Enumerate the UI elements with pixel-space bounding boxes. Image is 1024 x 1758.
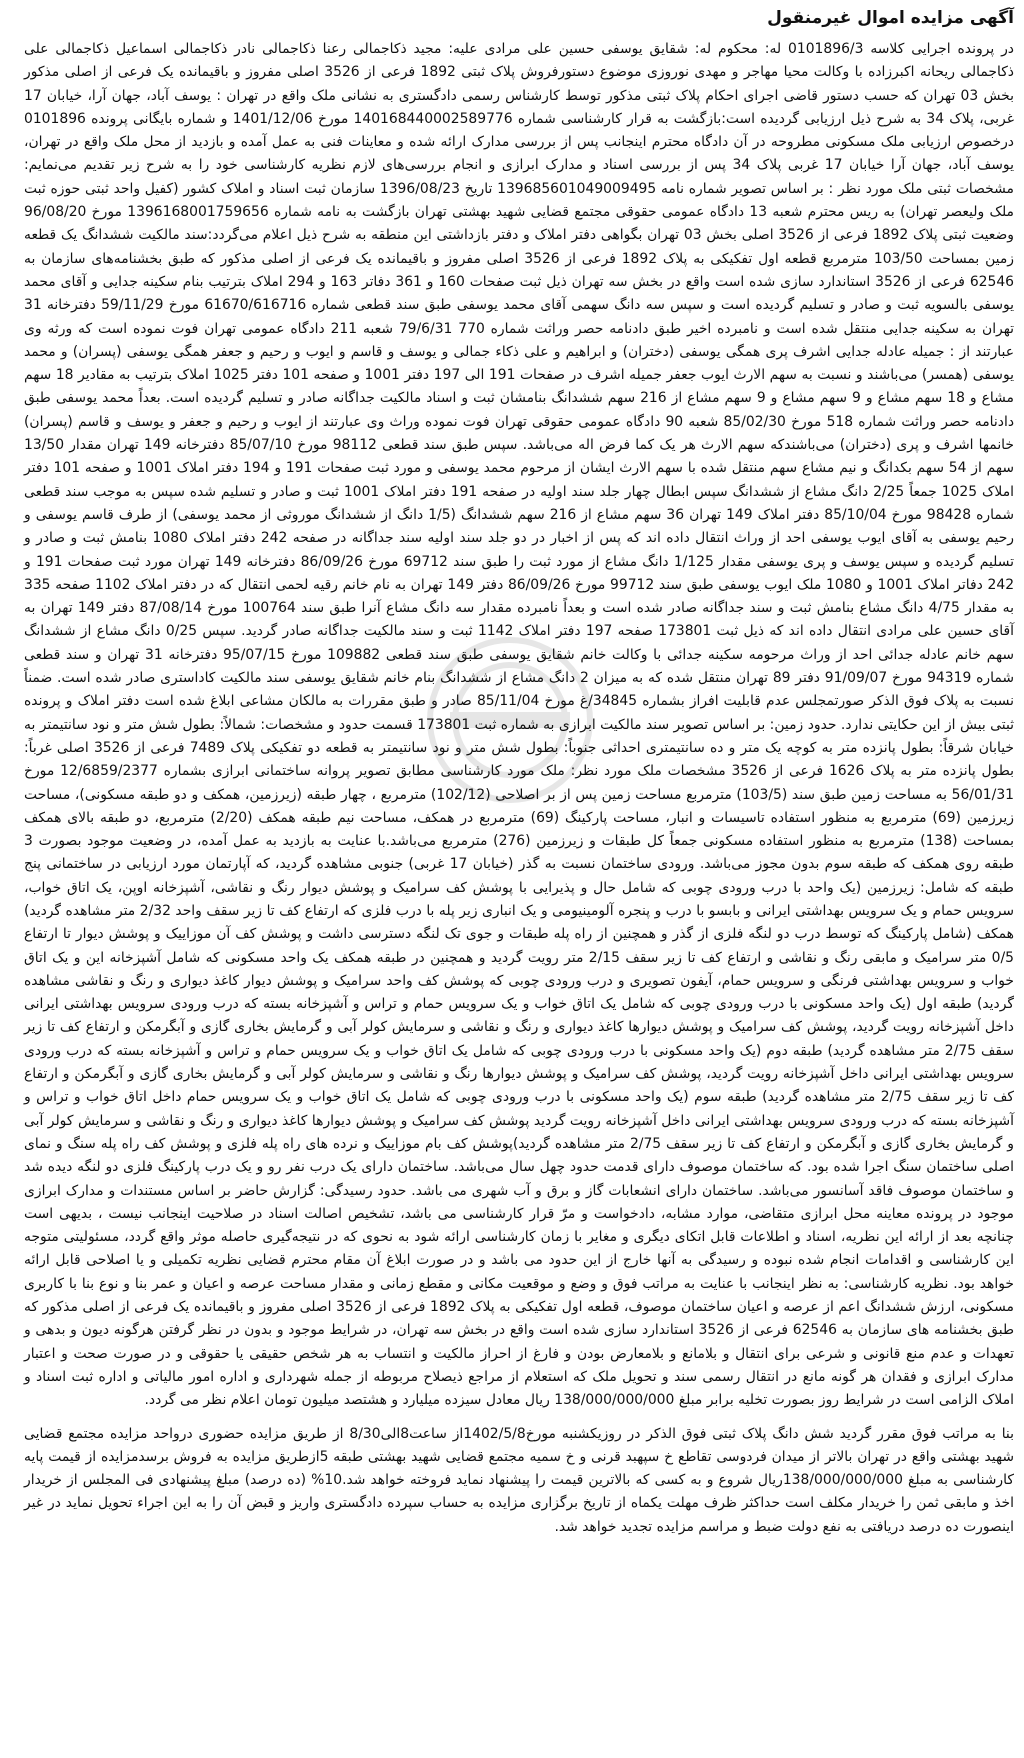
notice-title: آگهی مزایده اموال غیرمنقول bbox=[767, 8, 1014, 28]
auction-notice bbox=[24, 6, 1014, 1539]
notice-body-paragraph: در پرونده اجرایی کلاسه 0101896/3 له: محکوم له: شقایق یوسفی حسین علی مرادی علیه: مجید ذکاجمالی رعنا ذکاجمالی نادر ذکاجمالی اسماعیل ذکاجمالی علی ذکاجمالی ریحانه اکبرزاده با وکالت محیا مهاجر و مهدی نوروزی موضوع دستورفروش پلاک ثبتی 1892 فرعی از 3526 اصلی مفروز و باقیمانده یک فرعی از اصلی مذکور بخش 03 تهران که حسب دستور قاضی اجرای احکام پلاک ثبتی مذکور توسط کارشناس رسمی دادگستری به نشانی ملک واقع در تهران : یوسف آباد، جهان آرا، خیابان 17 غربی، پلاک 34 به شرح ذیل ارزیابی گردیده است:بازگشت به قرار کارشناسی شماره 140168440002589776 مورخ 1401/12/06 و شماره بایگانی پرونده 0101896 درخصوص ارزیابی ملک مسکونی مطروحه در آن دادگاه محترم اینجانب پس از بررسی مدارک ارائه شده و معاینات فنی به عمل آمده و بازدید از محل ملک واقع در تهران، یوسف آباد، جهان آرا خیابان 17 غربی پلاک 34 پس از بررسی اسناد و مدارک ابرازی و انجام بررسی‌های لازم نظریه کارشناسی خود را به شرح زیر تقدیم می‌نمایم: مشخصات ثبتی ملک مورد نظر : بر اساس تصویر شماره نامه 139685601049009495 تاریخ 1396/08/23 سازمان ثبت اسناد و املاک کشور (کفیل واحد ثبتی حوزه ثبت ملک ولیعصر تهران) به ریس محترم شعبه 13 دادگاه عمومی حقوقی مجتمع قضایی شهید بهشتی تهران بازگشت به نامه شماره 1396168001759656 مورخ 96/08/20 وضعیت ثبتی پلاک 1892 فرعی از 3526 اصلی بخش 03 تهران بگواهی دفتر املاک و دفتر بازداشتی این منطقه به شرح ذیل اعلام می‌گردد:سند مالکیت ششدانگ یک قطعه زمین بمساحت 103/50 مترمربع قطعه اول تفکیکی به پلاک 1892 فرعی از 3526 اصلی مفروز و باقیمانده یک فرعی از اصلی مذکور که طبق بخشنامه‌های سازمان به 62546 فرعی از 3526 استاندارد سازی شده است واقع در بخش سه تهران ذیل ثبت صفحات 160 و 361 دفاتر 163 و 294 املاک بترتیب بنام سکینه جدایی و آقای محمد یوسفی بالسویه ثبت و صادر و تسلیم گردیده است و سپس سه دانگ سهمی آقای محمد یوسفی طبق سند قطعی شماره 61670/616716 مورخ 59/11/29 دفترخانه 31 تهران به سکینه جدایی منتقل شده است و نامبرده اخیر طبق دادنامه حصر وراثت شماره 770 79/6/31 شعبه 211 دادگاه عمومی تهران فوت نموده است که ورثه وی عبارتند از : جمیله عادله جدایی اشرف پری همگی یوسفی (دختران) و ابراهیم و علی ذکاء جمالی و یوسف و قاسم و ایوب و رحیم و جعفر همگی یوسفی (پسران) و محمد یوسفی (همسر) می‌باشند و نسبت به سهم الارث ایوب جعفر جمیله اشرف در صفحات 191 الی 197 دفتر 1001 و صفحه 101 دفتر 1025 املاک بترتیب به مقادیر 18 سهم مشاع و 18 سهم مشاع و 9 سهم مشاع و 9 سهم مشاع از 216 سهم ششدانگ بنامشان ثبت و اسناد مالکیت جداگانه صادر و تسلیم گردیده است. بعداً محمد یوسفی طبق دادنامه حصر وراثت شماره 518 مورخ 85/02/30 شعبه 90 دادگاه عمومی حقوقی تهران فوت نموده وراث وی عبارتند از ایوب و رحیم و جعفر و یوسف و قاسم (پسران) خانمها اشرف و پری (دختران) می‌باشندکه سهم الارث هر یک کما فرض اله می‌باشد. سپس طبق سند قطعی 98112 مورخ 85/07/10 دفترخانه 149 تهران مقدار 13/50 سهم از 54 سهم بکدانگ و نیم مشاع سهم منتقل شده با سهم الارث ایشان از مرحوم محمد یوسفی و مورد ثبت صفحات 191 و 194 دفتر املاک 1001 و صفحه 101 دفتر املاک 1025 جمعاً 2/25 دانگ مشاع از ششدانگ سپس ابطال چهار جلد سند اولیه در صفحه 191 دفتر املاک 1001 ثبت و صادر و تسلیم شده سپس به موجب سند قطعی شماره 98428 مورخ 85/10/04 دفتر املاک 149 تهران 36 سهم مشاع از 216 سهم ششدانگ (1/5 دانگ از ششدانگ موروثی از محمد یوسفی) از طرف قاسم یوسفی و رحیم یوسفی به آقای ایوب یوسفی احد از وراث انتقال داده اند که پس از اخبار در دو جلد سند اولیه سند جداگانه در صفحه 242 دفتر املاک 1080 بنامش ثبت و صادر و تسلیم گردیده و سپس یوسف و پری یوسفی مقدار 1/125 دانگ مشاع از مورد ثبت را طبق سند 69712 مورخ 86/09/26 دفترخانه 149 تهران مورد ثبت صفحات 191 و 242 دفاتر املاک 1001 و 1080 ملک ایوب یوسفی طبق سند 99712 مورخ 86/09/26 دفتر 149 تهران به نام خانم رقیه لحمی انتقال که در دفتر املاک 1102 صفحه 335 به مقدار 4/75 دانگ مشاع بنامش ثبت و سند جداگانه صادر شده است و بعداً نامبرده مقدار سه دانگ مشاع آنرا طبق سند 100764 مورخ 87/08/14 دفتر 149 تهران به آقای حسین علی مرادی انتقال داده اند که ذیل ثبت 173801 صفحه 197 دفتر املاک 1142 ثبت و سند مالکیت جداگانه صادر گردید. سپس 0/25 دانگ مشاع از ششدانگ سهم خانم عادله جدائی احد از وراث مرحومه سکینه جدائی با وکالت خانم شقایق یوسفی طبق سند قطعی 109882 مورخ 95/07/15 دفترخانه 31 تهران و سند قطعی شماره 94319 مورخ 91/09/07 دفتر 89 تهران منتقل شده که به میزان 2 دانگ مشاع از ششدانگ بنام خانم شقایق یوسفی سند مالکیت کاداستری صادر شده است. ضمناً نسبت به پلاک فوق الذکر صورتمجلس عدم قابلیت افراز بشماره 34845/غ مورخ 85/11/04 صادر و طبق مقررات به مالکان مشاعی ابلاغ شده است دفتر املاک و پرونده ثبتی بیش از این حکایتی ندارد. حدود زمین: بر اساس تصویر سند مالکیت ابرازی به شماره ثبت 173801 قسمت حدود و مشخصات: شمالاً: بطول شش متر و نود سانتیمتر به خیابان شرقاً: بطول پانزده متر به کوچه یک متر و ده سانتیمتری احداثی جنوباً: بطول شش متر و نود سانتیمتر به قطعه دو تفکیکی پلاک 7489 فرعی از 3526 اصلی غرباً: بطول پانزده متر به پلاک 1626 فرعی از 3526 مشخصات ملک مورد نظر: ملک مورد کارشناسی مطابق تصویر پروانه ساختمانی ابرازی بشماره 12/6859/2377 مورخ 56/01/31 به مساحت زمین طبق سند (103/5) مترمربع مساحت زمین پس از بر اصلاحی (102/12) مترمربع ، چهار طبقه (زیرزمین، همکف و دو طبقه مسکونی)، مساحت زیرزمین (69) مترمربع به منظور استفاده تاسیسات و انبار، مساحت پارکینگ (69) مترمربع در همکف، مساحت نیم طبقه همکف (2/20) مترمربع، دو طبقه بالای همکف بمساحت (138) مترمربع به منظور استفاده مسکونی جمعاً کل طبقات و زیرزمین (276) مترمربع می‌باشد.با عنایت به بازدید به عمل آمده، در وضعیت موجود بصورت 3 طبقه روی همکف که طبقه سوم بدون مجوز می‌باشد. ورودی ساختمان نسبت به گذر (خیابان 17 غربی) جنوبی مشاهده گردید، که آپارتمان مورد ارزیابی در ساختمانی پنج طبقه که شامل: زیرزمین (یک واحد با درب ورودی چوبی که شامل حال و پذیرایی با پوشش کف سرامیک و پوشش دیوار رنگ و نقاشی، آشپزخانه اوپن، یک اتاق خواب، سرویس حمام و یک سرویس بهداشتی ایرانی و بابسو با درب و پنجره آلومینیومی و یک انباری زیر پله با درب فلزی که ارتفاع کف تا زیر سقف واحد 2/32 متر مشاهده گردید) همکف (شامل پارکینگ که توسط درب دو لنگه فلزی از گذر و همچنین از راه پله طبقات و جوی تک لنگه دسترسی داشت و پوشش کف آن موزاییک و پوشش دیوار تا ارتفاع 0/5 متر سرامیک و مابقی رنگ و نقاشی و ارتفاع کف تا زیر سقف 2/15 متر رویت گردید و همچنین در طبقه همکف یک واحد مسکونی که شامل آشپزخانه این و یک اتاق خواب و سرویس بهداشتی فرنگی و سرویس حمام، آیفون تصویری و درب ورودی چوبی که پوشش کف واحد سرامیک و پوشش دیوار کاغذ دیواری و رنگ و نقاشی مشاهده گردید) طبقه اول (یک واحد مسکونی با درب ورودی چوبی که شامل یک اتاق خواب و یک سرویس حمام و تراس و آشپزخانه بسته که درب ورودی سرویس بهداشتی ایرانی داخل آشپزخانه رویت گردید، پوشش کف سرامیک و پوشش دیوارها کاغذ دیواری و رنگ و نقاشی و سرمایش کولر آبی و گرمایش بخاری گازی و آبگرمکن و ارتفاع کف تا زیر سقف 2/75 متر مشاهده گردید) طبقه دوم (یک واحد مسکونی با درب ورودی چوبی که شامل یک اتاق خواب و یک سرویس حمام و تراس و آشپزخانه بسته که درب ورودی سرویس بهداشتی ایرانی داخل آشپزخانه رویت گردید، پوشش کف سرامیک و پوشش دیوارها رنگ و نقاشی و سرمایش کولر آبی و گرمایش بخاری گازی و آبگرمکن و ارتفاع کف تا زیر سقف 2/75 متر مشاهده گردید) طبقه سوم (یک واحد مسکونی با درب ورودی چوبی که شامل یک اتاق خواب و یک سرویس حمام داخل اتاق خواب و تراس و آشپزخانه بسته که درب ورودی سرویس بهداشتی ایرانی داخل آشپزخانه رویت گردید پوشش کف سرامیک و پوشش دیوارها کاغذ دیواری و رنگ و نقاشی و سرمایش کولر آبی و گرمایش بخاری گازی و آبگرمکن و ارتفاع کف تا زیر سقف 2/75 متر مشاهده گردید)پوشش کف بام موزاییک و نرده های راه پله فلزی و پوشش کف راه پله سنگ و نمای اصلی ساختمان سنگ اجرا شده بود. که ساختمان موصوف دارای قدمت حدود چهل سال می‌باشد. ساختمان دارای یک درب نفر رو و یک درب پارکینگ فلزی دو لنگه دیده شد و ساختمان موصوف فاقد آسانسور می‌باشد. ساختمان دارای انشعابات گاز و برق و آب شهری می باشد. حدود رسیدگی: گزارش حاضر بر اساس مستندات و مدارک ابرازی موجود در پرونده معاینه محل ابرازی متقاضی، موارد مشابه، دادخواست و مرّ قرار کارشناسی می باشد، تشخیص اصالت اسناد در صلاحیت اینجانب نیست ، بدیهی است چنانچه بعد از ارائه این نظریه، اسناد و اطلاعات قابل اتکای دیگری و مغایر با زمان کارشناسی ارائه شود به نحوی که در نتیجه‌گیری حاصله موثر واقع گردد، مسئولیتی متوجه این کارشناسی و اقدامات انجام شده نبوده و رسیدگی به آنها خارج از این حدود می باشد و در صورت ابلاغ آن مقام محترم قضایی نظریه تکمیلی و یا اصلاحی قابل ارائه خواهد بود. نظریه کارشناسی: به نظر اینجانب با عنایت به مراتب فوق و وضع و موقعیت مکانی و مقطع زمانی و مقدار مساحت عرصه و اعیان و عمر بنا و نوع بنا با کاربری مسکونی، ارزش ششدانگ اعم از عرصه و اعیان ساختمان موصوف، قطعه اول تفکیکی به پلاک 1892 فرعی از 3526 اصلی مفروز و باقیمانده یک فرعی از اصلی مذکور که طبق بخشنامه های سازمان به 62546 فرعی از 3526 استاندارد سازی شده است واقع در بخش سه تهران، در شرایط موجود و بدون در نظر گرفتن هرگونه دیون و بدهی و تعهدات و عدم منع قانونی و شرعی برای انتقال و بلامانع و بلامعارض بودن و فارغ از احراز مالکیت و انتساب به هر شخص حقیقی یا حقوقی و در صورت صحت و اعتبار مدارک ابرازی و فقدان هر گونه مانع در انتقال رسمی سند و تحویل ملک که استعلام از مراجع ذیصلاح مربوطه از جمله شهرداری و اداره امور مالیاتی و اداره ثبت اسناد و املاک الزامی است در شرایط روز بصورت تخلیه برابر مبلغ 138/000/000/000 ریال معادل سیزده میلیارد و هشتصد میلیون تومان اعلام نظر می گردد. bbox=[24, 41, 1015, 1409]
notice-auction-terms-paragraph: بنا به مراتب فوق مقرر گردید شش دانگ پلاک ثبتی فوق الذکر در روزیکشنبه مورخ1402/5/8از ساعت8الی8/30 از طریق مزایده حضوری درواحد مزایده مجتمع قضایی شهید بهشتی واقع در تهران بالاتر از میدان فردوسی تقاطع خ سپهبد قرنی و خ سمیه مجتمع قضایی شهید بهشتی طبقه 5ازطریق مزایده به فروش برسدمزایده از قیمت پایه کارشناسی به مبلغ 138/000/000/000ریال شروع و به کسی که بالاترین قیمت را پیشنهاد نماید فروخته خواهد شد.10% (ده درصد) مبلغ پیشنهادی فی المجلس از خریدار اخذ و مابقی ثمن را خریدار مکلف است حداکثر ظرف مهلت یکماه از تاریخ برگزاری مزایده به حساب سپرده دادگستری واریز و قبض آن را به این اجراء تحویل نماید در غیر اینصورت ده درصد دریافتی به نفع دولت ضبط و مراسم مزایده تجدید خواهد شد. bbox=[24, 1425, 1014, 1535]
